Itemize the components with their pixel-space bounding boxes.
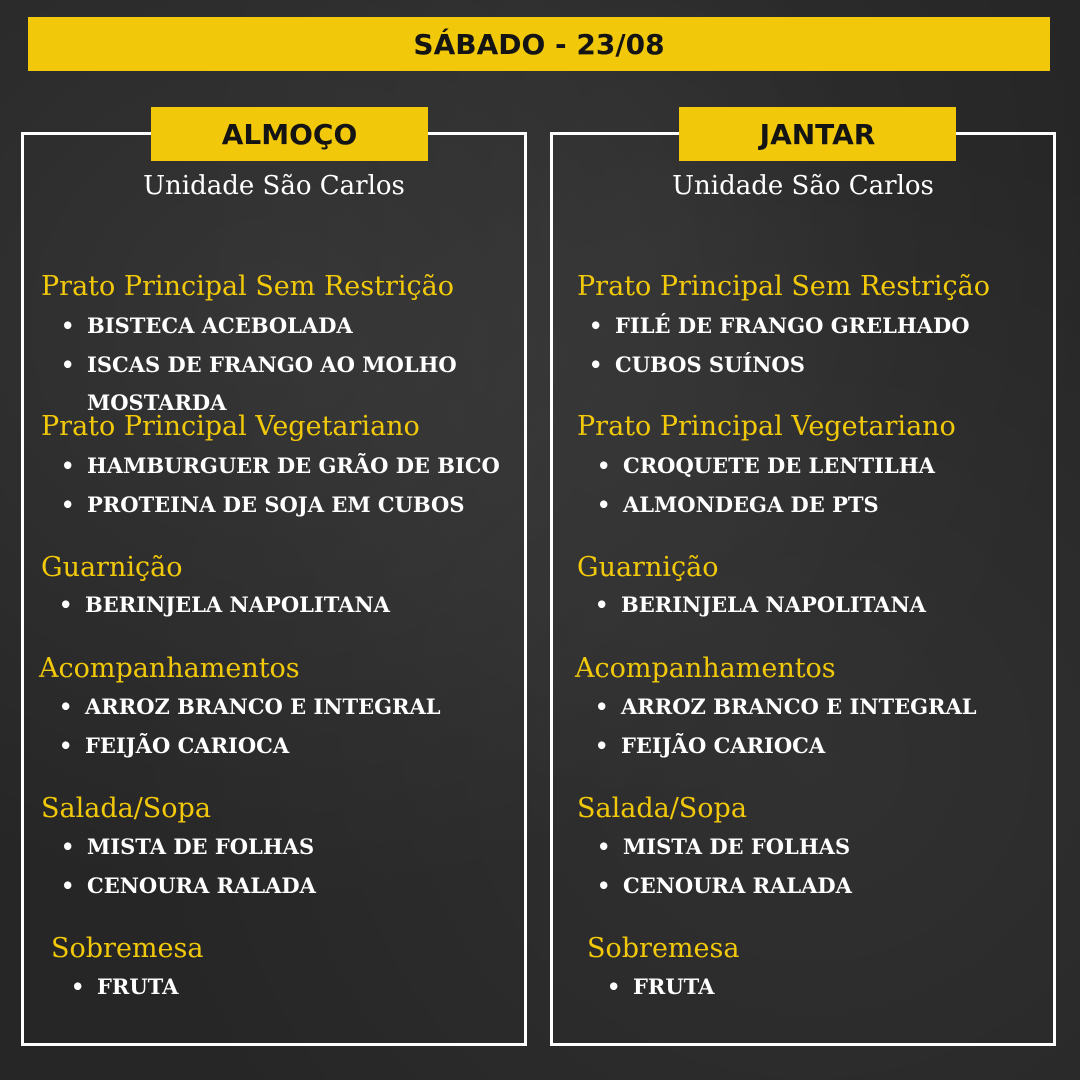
lunch-section-title: Acompanhamentos [39, 653, 300, 684]
lunch-menu-item: • HAMBURGUER DE GRÃO DE BICO [87, 453, 500, 478]
lunch-menu-item: • ARROZ BRANCO E INTEGRAL [85, 694, 441, 719]
lunch-title: ALMOÇO [221, 117, 358, 151]
dinner-section-title: Guarnição [577, 552, 719, 583]
dinner-section-title: Sobremesa [587, 933, 740, 964]
dinner-menu-item: • CENOURA RALADA [623, 873, 852, 898]
dinner-section-title: Prato Principal Vegetariano [577, 411, 956, 442]
lunch-badge [151, 107, 428, 161]
date-banner [28, 17, 1050, 71]
lunch-menu-item: • BISTECA ACEBOLADA [87, 313, 353, 338]
lunch-menu-item: • PROTEINA DE SOJA EM CUBOS [87, 492, 465, 517]
dinner-panel [550, 117, 1056, 1046]
lunch-panel [21, 117, 527, 1046]
dinner-menu-item: • ARROZ BRANCO E INTEGRAL [621, 694, 977, 719]
lunch-section-title: Prato Principal Sem Restrição [41, 271, 455, 302]
dinner-title: JANTAR [759, 117, 876, 151]
dinner-menu-item: • FEIJÃO CARIOCA [621, 733, 825, 758]
dinner-section-title: Acompanhamentos [575, 653, 836, 684]
lunch-unit: Unidade São Carlos [143, 171, 405, 201]
date-title: SÁBADO - 23/08 [413, 27, 665, 61]
lunch-menu-item: • BERINJELA NAPOLITANA [85, 592, 390, 617]
dinner-menu-item: • FILÉ DE FRANGO GRELHADO [615, 313, 970, 338]
dinner-menu-item: • ALMONDEGA DE PTS [623, 492, 879, 517]
dinner-menu-item: • CUBOS SUÍNOS [615, 352, 805, 377]
lunch-section-title: Salada/Sopa [41, 793, 211, 824]
dinner-section-title: Salada/Sopa [577, 793, 747, 824]
lunch-menu-item: • FEIJÃO CARIOCA [85, 733, 289, 758]
lunch-menu-item: • CENOURA RALADA [87, 873, 316, 898]
lunch-section-title: Sobremesa [51, 933, 204, 964]
dinner-badge [679, 107, 956, 161]
lunch-section-title: Prato Principal Vegetariano [41, 411, 420, 442]
dinner-menu-item: • MISTA DE FOLHAS [623, 834, 850, 859]
dinner-menu-item: • CROQUETE DE LENTILHA [623, 453, 935, 478]
lunch-menu-item: MOSTARDA [87, 390, 227, 415]
dinner-section-title: Prato Principal Sem Restrição [577, 271, 991, 302]
lunch-menu-item: • FRUTA [97, 974, 178, 999]
dinner-menu-item: • FRUTA [633, 974, 714, 999]
lunch-menu-item: • MISTA DE FOLHAS [87, 834, 314, 859]
lunch-menu-item: • ISCAS DE FRANGO AO MOLHO [87, 352, 457, 377]
dinner-menu-item: • BERINJELA NAPOLITANA [621, 592, 926, 617]
lunch-section-title: Guarnição [41, 552, 183, 583]
dinner-unit: Unidade São Carlos [672, 171, 934, 201]
